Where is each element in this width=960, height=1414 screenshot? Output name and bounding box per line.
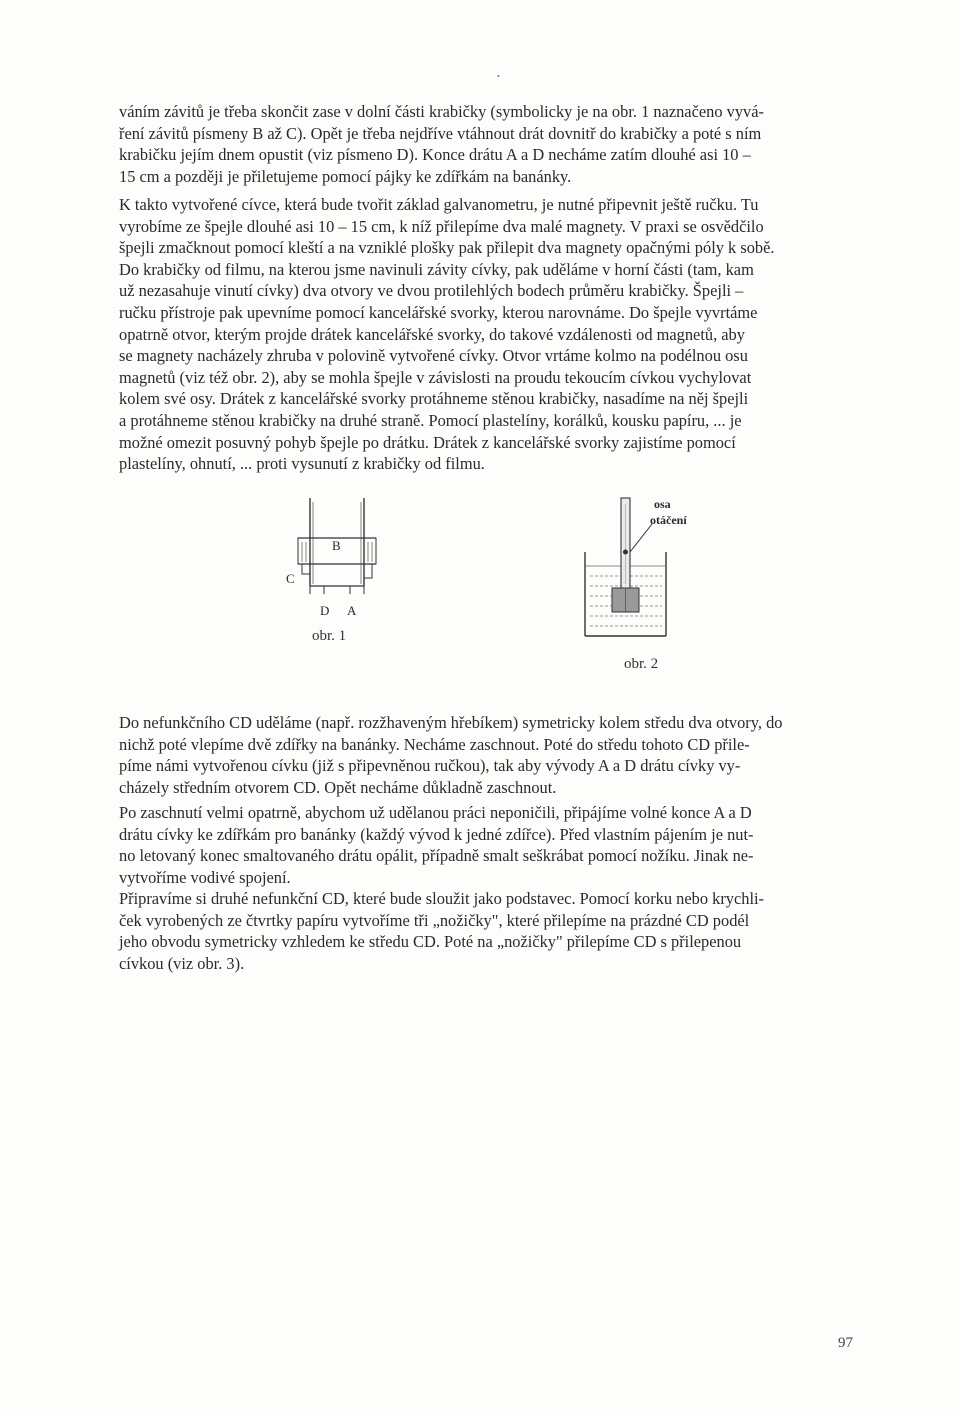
figure-1 <box>280 490 390 625</box>
figure-2-caption: obr. 2 <box>624 656 659 672</box>
pointer-diagram <box>580 494 710 644</box>
text-line: cházely středním otvorem CD. Opět necháme důkladně zaschnout. <box>119 777 557 797</box>
text-line: drátu cívky ke zdířkám pro banánky (každý vývod k jedné zdířce). Před vlastním pájením je nut- <box>119 824 754 844</box>
text-line: cívkou (viz obr. 3). <box>119 953 245 973</box>
text-line: 15 cm a později je přiletujeme pomocí pájky ke zdířkám na banánky. <box>119 166 572 186</box>
text-line: možné omezit posuvný pohyb špejle po drátku. Drátek z kancelářské svorky zajistíme pomocí <box>119 432 736 452</box>
text-line: vytvoříme vodivé spojení. <box>119 867 291 887</box>
paragraph-stand <box>119 888 861 974</box>
text-line: se magnety nacházely zhruba v polovině vytvořené cívky. Otvor vrtáme kolmo na podélnou osu <box>119 346 748 366</box>
text-line: píme námi vytvořenou cívku (již s připevněnou ručkou), tak aby vývody A a D drátu cívky vy- <box>119 756 741 776</box>
label-a: A <box>347 603 357 618</box>
label-d: D <box>320 603 330 618</box>
text-line: ření závitů písmeny B až C). Opět je třeba nejdříve vtáhnout drát dovnitř do krabičky a poté s ním <box>119 123 762 143</box>
text-line: K takto vytvořené cívce, která bude tvořit základ galvanometru, je nutné připevnit ještě ručku. Tu <box>119 195 759 214</box>
text-line: Připravíme si druhé nefunkční CD, které bude sloužit jako podstavec. Pomocí korku nebo krychli- <box>119 889 765 908</box>
text-line: nichž poté vlepíme dvě zdířky na banánky. Necháme zaschnout. Poté do středu tohoto CD přile- <box>119 734 750 754</box>
text-line: krabičku jejím dnem opustit (viz písmeno D). Konce drátu A a D necháme zatím dlouhé asi 10 – <box>119 145 751 165</box>
label-c: C <box>286 571 295 586</box>
coil-diagram <box>280 490 390 625</box>
paragraph-winding-end <box>119 101 861 187</box>
text-line: špejli zmačknout pomocí kleští a na vzniklé plošky pak přilepit dva magnety opačnými póly k sobě. <box>119 238 775 258</box>
text-line: jeho obvodu symetricky vzhledem ke středu CD. Poté na „nožičky" přilepíme CD s přilepenou <box>119 932 742 952</box>
paragraph-cd-mount <box>119 712 861 798</box>
text-line: už nezasahuje vinutí cívky) dva otvory ve dvou protilehlých bodech průměru krabičky. Špejli – <box>119 281 744 301</box>
label-axis-line1: osa <box>654 497 671 511</box>
text-line: Po zaschnutí velmi opatrně, abychom už udělanou práci neponičili, připájíme volné konce A a D <box>119 803 752 822</box>
figure-2 <box>580 494 710 644</box>
label-b: B <box>332 538 341 553</box>
scan-speck: • <box>497 72 500 81</box>
text-line: no letovaný konec smaltovaného drátu opálit, případně smalt seškrábat pomocí nožíku. Jinak ne- <box>119 846 754 866</box>
text-line: a protáhneme stěnou krabičky na druhé straně. Pomocí plastelíny, korálků, kousku papíru, ... je <box>119 410 742 430</box>
text-line: vyrobíme ze špejle dlouhé asi 10 – 15 cm, k níž přilepíme dva malé magnety. V praxi se osvědčilo <box>119 216 764 236</box>
paragraph-soldering <box>119 802 861 888</box>
text-line: kolem své osy. Drátek z kancelářské svorky protáhneme stěnou krabičky, nasadíme na něj špejli <box>119 389 749 409</box>
text-line: Do krabičky od filmu, na kterou jsme navinuli závity cívky, pak uděláme v horní části (tam, kam <box>119 259 754 279</box>
text-line: plastelíny, ohnutí, ... proti vysunutí z krabičky od filmu. <box>119 454 485 474</box>
paragraph-pointer-assembly <box>119 194 861 475</box>
text-line: ček vyrobených ze čtvrtky papíru vytvoříme tři „nožičky", které přilepíme na prázdné CD podél <box>119 910 750 930</box>
label-axis-line2: otáčení <box>650 513 687 527</box>
page-number: 97 <box>838 1335 853 1351</box>
text-line: váním závitů je třeba skončit zase v dolní části krabičky (symbolicky je na obr. 1 naznačeno vyvá- <box>119 102 764 121</box>
text-line: ručku přístroje pak upevníme pomocí kancelářské svorky, kterou narovnáme. Do špejle vyvrtáme <box>119 302 758 322</box>
text-line: Do nefunkčního CD uděláme (např. rozžhaveným hřebíkem) symetricky kolem středu dva otvory, do <box>119 713 783 732</box>
text-line: magnetů (viz též obr. 2), aby se mohla špejle v závislosti na proudu tekoucím cívkou vychylovat <box>119 367 752 387</box>
figure-1-caption: obr. 1 <box>312 628 347 644</box>
text-line: opatrně otvor, kterým projde drátek kancelářské svorky, do takové vzdálenosti od magnetů, aby <box>119 324 745 344</box>
